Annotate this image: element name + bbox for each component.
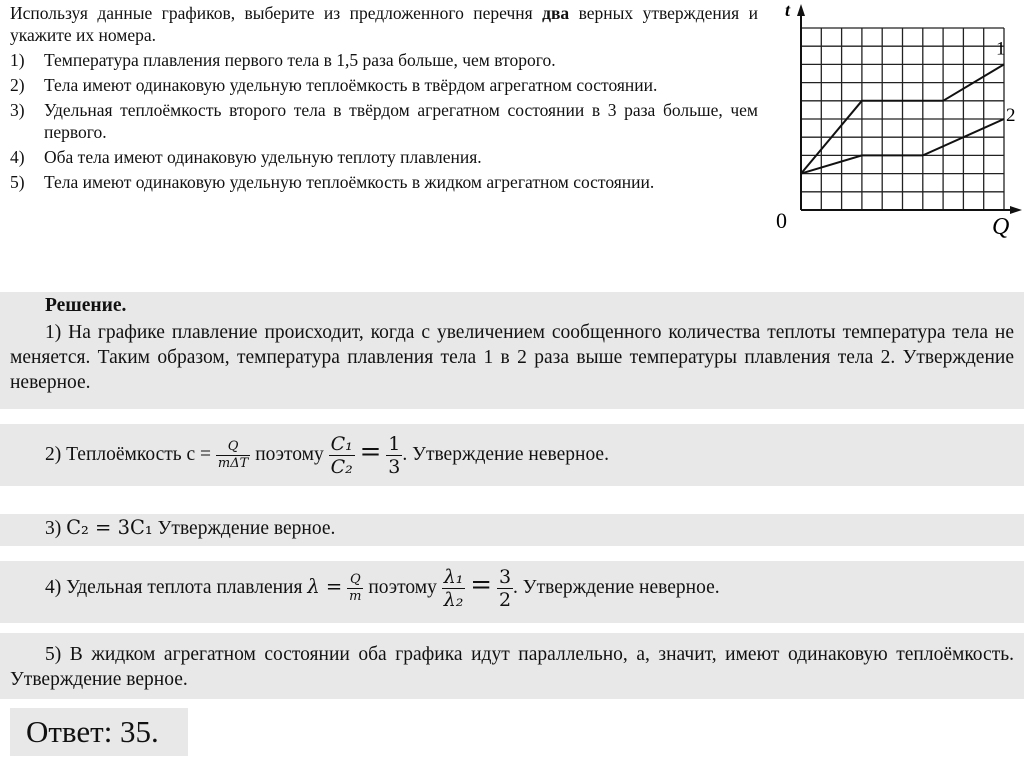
option-number: 4) [10,147,25,167]
frac-num: C₁ [330,433,353,455]
frac-num: 1 [388,433,401,455]
option-number: 3) [10,100,25,120]
option-text: Температура плавления первого тела в 1,5 раза больше, чем второго. [44,50,556,70]
option-item [10,74,758,96]
option-item [10,49,758,71]
option-number: 5) [10,172,25,192]
equals-sign: = [359,436,382,467]
step4-pre: 4) Удельная теплота плавления [45,576,308,598]
intro-text-end: верных утверждения и укажите их номера. [10,3,758,45]
option-number: 1) [10,50,25,70]
option-text: Оба тела имеют одинаковую удельную теплоту плавления. [44,147,482,167]
step3-post: Утверждение верное. [152,518,336,539]
frac-den: m [349,589,362,604]
fraction-three-halves [497,566,513,611]
x-axis-label: Q [992,214,1010,240]
x-axis-arrow [1010,206,1022,214]
option-text: Тела имеют одинаковую удельную теплоёмкость в жидком агрегатном состоянии. [44,172,655,192]
step2-post: . Утверждение неверное. [402,443,609,465]
solution-step-3 [45,516,335,540]
options-list [10,49,758,193]
origin-label: 0 [776,208,787,233]
step4-post: . Утверждение неверное. [513,576,720,598]
solution-title: Решение. [45,295,127,316]
frac-num: Q [347,572,363,589]
frac-den: mΔT [217,456,249,471]
solution-step-1: 1) На графике плавление происходит, когда с увеличением сообщенного количества теплоты температура тела не меняется. Таким образом, температура плавления тела 1 в 2 раза выше температуры плавления тела 2. Утверждение неверное. [10,322,1014,393]
option-item [10,99,758,143]
frac-num: Q [216,439,250,456]
lambda-eq: λ = [307,574,343,598]
answer-box: Ответ: 35. [10,708,188,756]
intro-bold: два [542,3,570,23]
series-label-1: 1 [996,38,1006,60]
y-axis-label: t [785,0,791,20]
graph-grid [801,28,1004,210]
step2-mid: поэтому [255,443,329,465]
frac-num: 3 [498,566,512,588]
frac-num: λ₁ [443,566,464,588]
frac-den: 2 [498,589,512,611]
fraction-lambda-ratio [442,566,466,611]
equals-sign: = [470,569,493,600]
intro-text: Используя данные графиков, выберите из предложенного перечня [10,3,543,23]
fraction-c [216,439,250,472]
fraction-c-ratio [329,433,355,478]
frac-den: λ₂ [443,589,464,611]
option-number: 2) [10,75,25,95]
option-text: Удельная теплоёмкость второго тела в твёрдом агрегатном состоянии в 3 раза больше, чем первого. [44,100,758,142]
step3-pre: 3) [45,518,67,539]
fraction-lambda [347,572,363,605]
step3-formula: C₂ = 3C₁ [66,516,153,539]
y-axis-arrow [797,4,805,16]
problem-statement [10,2,758,193]
frac-den: 3 [388,456,401,478]
graph-axes [797,4,1022,214]
option-item [10,171,758,193]
solution-step-4 [45,566,720,611]
step2-pre: 2) Теплоёмкость c = [45,443,212,465]
fraction-one-third [386,433,402,478]
step4-mid: поэтому [368,576,442,598]
option-text: Тела имеют одинаковую удельную теплоёмкость в твёрдом агрегатном состоянии. [44,75,658,95]
solution-step-5: 5) В жидком агрегатном состоянии оба графика идут параллельно, а, значит, имеют одинаковую теплоёмкость. Утверждение верное. [10,644,1014,690]
frac-den: C₂ [330,456,353,478]
problem-intro [10,2,758,46]
option-item [10,146,758,168]
series-label-2: 2 [1006,105,1016,126]
temperature-heat-graph [770,0,1024,240]
solution-step-2 [45,433,609,478]
